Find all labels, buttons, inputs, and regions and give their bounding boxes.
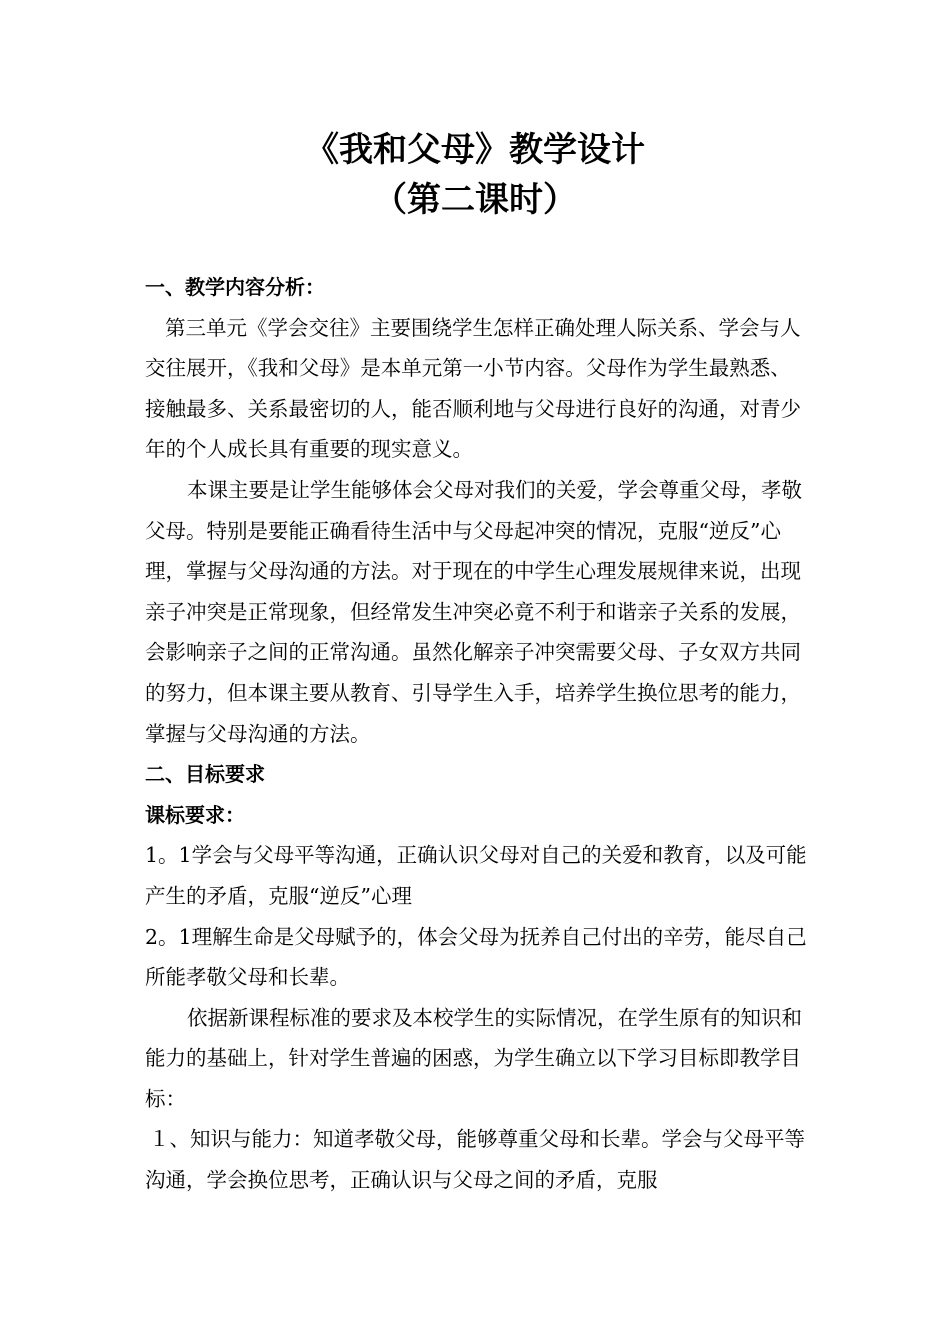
goal-item-1: １、知识与能力：知道孝敬父母，能够尊重父母和长辈。学会与父母平等沟通，学会换位思考，正确认识与父母之间的矛盾，克服	[145, 1127, 805, 1193]
subheading-curriculum-requirements: 课标要求：	[145, 802, 245, 827]
requirement-item-1: 1。1学会与父母平等沟通，正确认识父母对自己的关爱和教育，以及可能产生的矛盾，克服“逆反”心理	[145, 843, 807, 908]
document-title: 《我和父母》教学设计	[305, 130, 645, 170]
section-heading-goals: 二、目标要求	[145, 762, 265, 787]
requirement-item-2: 2。1理解生命是父母赋予的，体会父母为抚养自己付出的辛劳，能尽自己所能孝敬父母和长辈。	[145, 924, 807, 990]
paragraph-lesson-focus: 本课主要是让学生能够体会父母对我们的关爱，学会尊重父母，孝敬父母。特别是要能正确看待生活中与父母起冲突的情况，克服“逆反”心理，掌握与父母沟通的方法。对于现在的中学生心理发展规律来说，出现亲子冲突是正常现象，但经常发生冲突必竟不利于和谐亲子关系的发展，会影响亲子之间的正常沟通。虽然化解亲子冲突需要父母、子女双方共同的努力，但本课主要从教育、引导学生入手，培养学生换位思考的能力，掌握与父母沟通的方法。	[145, 477, 802, 746]
paragraph-unit-overview: 第三单元《学会交往》主要围绕学生怎样正确处理人际关系、学会与人交往展开，《我和父母》是本单元第一小节内容。父母作为学生最熟悉、接触最多、关系最密切的人，能否顺利地与父母进行良好的沟通，对青少年的个人成长具有重要的现实意义。	[145, 315, 801, 462]
paragraph-goal-basis: 依据新课程标准的要求及本校学生的实际情况，在学生原有的知识和能力的基础上，针对学生普遍的困惑，为学生确立以下学习目标即教学目标：	[145, 1005, 802, 1111]
section-heading-content-analysis: 一、教学内容分析：	[145, 275, 325, 299]
document-body	[145, 267, 810, 1201]
document-subtitle: （第二课时）	[373, 180, 577, 220]
